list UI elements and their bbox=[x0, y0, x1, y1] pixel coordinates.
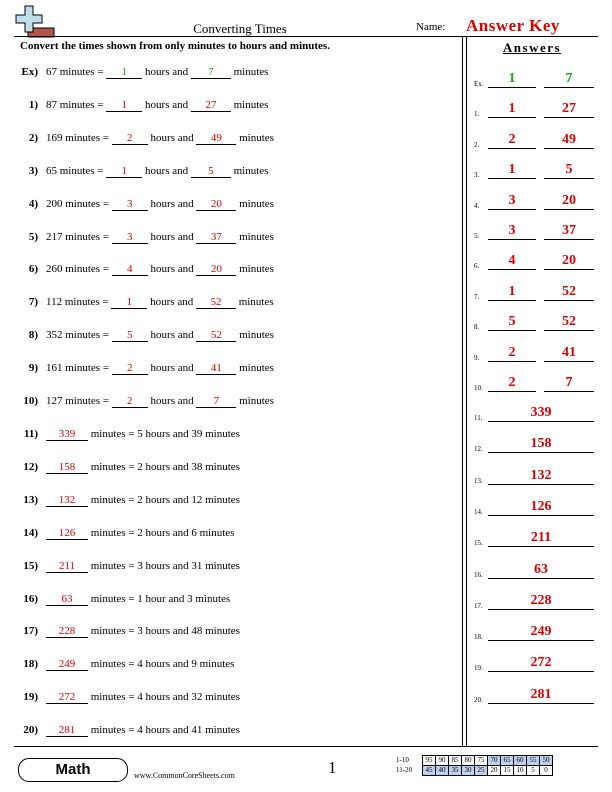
answer-row bbox=[474, 281, 598, 303]
score-cell: 40 bbox=[436, 766, 449, 776]
question-text bbox=[46, 724, 240, 737]
question-text bbox=[46, 99, 268, 112]
answer-hours: 1 bbox=[488, 284, 536, 301]
conversion-text: minutes = 4 hours and 32 minutes bbox=[90, 691, 240, 704]
answer-minutes: 52 bbox=[544, 314, 594, 331]
conversion-text: minutes = 2 hours and 12 minutes bbox=[90, 493, 240, 506]
instructions: Convert the times shown from only minutes to hours and minutes. bbox=[20, 40, 330, 52]
question-text bbox=[46, 560, 240, 573]
answer-blank[interactable]: 126 bbox=[46, 527, 88, 540]
score-cell: 50 bbox=[540, 756, 553, 766]
question-row bbox=[0, 198, 460, 214]
score-cell: 75 bbox=[475, 756, 488, 766]
minutes-value: 169 bbox=[46, 131, 63, 144]
score-cell: 35 bbox=[449, 766, 462, 776]
question-row bbox=[0, 527, 460, 543]
answer-row bbox=[474, 220, 598, 242]
subject-badge: Math bbox=[18, 758, 128, 782]
answer-minutes: 27 bbox=[544, 101, 594, 118]
minutes-label: minutes bbox=[233, 98, 269, 111]
hours-and-label: hours and bbox=[150, 395, 194, 407]
question-text bbox=[46, 165, 268, 178]
question-number: 16) bbox=[23, 592, 38, 605]
answer-number: 5. bbox=[474, 232, 480, 240]
answer-row bbox=[474, 433, 598, 455]
hours-blank[interactable]: 1 bbox=[106, 165, 142, 178]
question-text bbox=[46, 461, 240, 474]
answer-row bbox=[474, 311, 598, 333]
minutes-blank[interactable]: 20 bbox=[196, 198, 236, 211]
question-text bbox=[46, 198, 274, 211]
hours-and-label: hours and bbox=[150, 131, 194, 144]
answer-row bbox=[474, 621, 598, 643]
minutes-label: minutes bbox=[233, 164, 269, 177]
answer-row bbox=[474, 250, 598, 272]
minutes-value: 127 bbox=[46, 395, 63, 407]
answer-hours: 1 bbox=[488, 162, 536, 179]
question-text bbox=[46, 527, 234, 540]
question-number: 3) bbox=[28, 164, 38, 177]
question-text bbox=[46, 593, 230, 606]
question-row bbox=[0, 593, 460, 609]
answer-row bbox=[474, 652, 598, 674]
score-cell: 0 bbox=[540, 766, 553, 776]
minutes-eq-label: minutes = bbox=[59, 98, 104, 111]
hours-blank[interactable]: 2 bbox=[112, 395, 148, 408]
minutes-value: 65 bbox=[46, 164, 57, 177]
answer-hours: 2 bbox=[488, 132, 536, 149]
score-cell: 20 bbox=[488, 766, 501, 776]
answer-minutes: 7 bbox=[544, 71, 594, 88]
answer-row bbox=[474, 684, 598, 706]
answer-total-minutes: 63 bbox=[488, 562, 594, 579]
answer-total-minutes: 339 bbox=[488, 405, 594, 422]
question-text bbox=[46, 691, 240, 704]
minutes-value: 87 bbox=[46, 98, 57, 111]
question-row bbox=[0, 296, 460, 312]
answer-row bbox=[474, 559, 598, 581]
minutes-eq-label: minutes = bbox=[65, 131, 110, 144]
question-row bbox=[0, 132, 460, 148]
answer-number: 6. bbox=[474, 262, 480, 271]
answer-row bbox=[474, 465, 598, 487]
question-number: 2) bbox=[28, 131, 38, 144]
answer-number: 13. bbox=[474, 476, 483, 485]
score-cell: 45 bbox=[423, 766, 436, 776]
question-text bbox=[46, 132, 274, 145]
question-number: 12) bbox=[23, 460, 38, 473]
answer-hours: 3 bbox=[488, 193, 536, 210]
hours-and-label: hours and bbox=[145, 98, 189, 111]
answer-minutes: 20 bbox=[544, 193, 594, 210]
hours-and-label: hours and bbox=[150, 263, 194, 276]
question-number: 1) bbox=[28, 98, 38, 111]
minutes-blank[interactable]: 7 bbox=[196, 395, 236, 408]
question-row bbox=[0, 99, 460, 115]
answer-number: 3. bbox=[474, 171, 480, 180]
minutes-eq-label: minutes = bbox=[59, 66, 104, 78]
answer-blank[interactable]: 272 bbox=[46, 691, 88, 704]
score-cell: 25 bbox=[475, 766, 488, 776]
column-divider-inner bbox=[466, 36, 467, 746]
answer-total-minutes: 272 bbox=[488, 655, 594, 672]
question-number: 20) bbox=[23, 724, 38, 737]
answer-blank[interactable]: 63 bbox=[46, 593, 88, 606]
name-line bbox=[462, 36, 598, 37]
answer-total-minutes: 228 bbox=[488, 593, 594, 610]
question-number: 9) bbox=[28, 362, 38, 375]
minutes-eq-label: minutes = bbox=[65, 329, 110, 342]
answer-number: 2. bbox=[474, 140, 480, 149]
minutes-label: minutes bbox=[239, 263, 274, 276]
answer-minutes: 5 bbox=[544, 162, 594, 179]
answer-number: 10. bbox=[474, 384, 483, 392]
answer-number: 19. bbox=[474, 664, 483, 673]
conversion-text: minutes = 2 hours and 6 minutes bbox=[90, 526, 235, 539]
answer-minutes: 49 bbox=[544, 132, 594, 149]
answer-number: 1. bbox=[474, 110, 480, 119]
minutes-value: 161 bbox=[46, 362, 63, 375]
answer-minutes: 20 bbox=[544, 253, 594, 270]
hours-blank[interactable]: 1 bbox=[111, 296, 147, 309]
answer-number: 4. bbox=[474, 201, 480, 210]
hours-blank[interactable]: 1 bbox=[106, 66, 142, 79]
answer-number: 7. bbox=[474, 292, 480, 301]
answer-key-label: Answer Key bbox=[466, 16, 560, 35]
hours-and-label: hours and bbox=[150, 197, 194, 210]
minutes-eq-label: minutes = bbox=[64, 296, 109, 309]
question-text bbox=[46, 329, 274, 342]
answer-hours: 2 bbox=[488, 345, 536, 362]
answer-hours: 1 bbox=[488, 101, 536, 118]
answer-row bbox=[474, 129, 598, 151]
score-cell: 5 bbox=[527, 766, 540, 776]
minutes-label: minutes bbox=[239, 329, 274, 342]
score-cell: 90 bbox=[436, 756, 449, 766]
question-row bbox=[0, 658, 460, 674]
answer-minutes: 7 bbox=[544, 375, 594, 392]
minutes-eq-label: minutes = bbox=[65, 197, 110, 210]
answer-blank[interactable]: 132 bbox=[46, 494, 88, 507]
minutes-label: minutes bbox=[239, 197, 274, 210]
answer-number: 9. bbox=[474, 353, 480, 362]
question-row bbox=[0, 625, 460, 641]
question-row bbox=[0, 494, 460, 510]
answer-row bbox=[474, 496, 598, 518]
answer-row bbox=[474, 98, 598, 120]
question-text bbox=[46, 494, 240, 507]
score-row bbox=[396, 756, 553, 766]
hours-blank[interactable]: 3 bbox=[112, 231, 148, 244]
question-number: 6) bbox=[28, 263, 38, 276]
question-number: 8) bbox=[28, 329, 38, 342]
question-text bbox=[46, 428, 240, 441]
minutes-eq-label: minutes = bbox=[65, 230, 110, 243]
conversion-text: minutes = 2 hours and 38 minutes bbox=[90, 460, 240, 473]
answer-number: 20. bbox=[474, 695, 483, 704]
answer-hours: 2 bbox=[488, 375, 536, 392]
answer-blank[interactable]: 281 bbox=[46, 724, 88, 737]
answer-row bbox=[474, 527, 598, 549]
conversion-text: minutes = 1 hour and 3 minutes bbox=[90, 592, 231, 605]
hours-and-label: hours and bbox=[150, 230, 194, 243]
score-cell: 55 bbox=[527, 756, 540, 766]
answer-number: 12. bbox=[474, 445, 483, 454]
page-title: Converting Times bbox=[193, 21, 287, 36]
answer-blank[interactable]: 158 bbox=[46, 461, 88, 474]
question-text bbox=[46, 362, 274, 375]
score-range-label: 11-20 bbox=[396, 766, 413, 774]
answer-number: 8. bbox=[474, 323, 480, 332]
question-number: 10) bbox=[23, 395, 38, 407]
question-row bbox=[0, 263, 460, 279]
score-cell: 30 bbox=[462, 766, 475, 776]
answer-row bbox=[474, 372, 598, 394]
question-text bbox=[46, 395, 274, 408]
conversion-text: minutes = 4 hours and 41 minutes bbox=[90, 724, 240, 737]
answer-minutes: 37 bbox=[544, 223, 594, 240]
minutes-eq-label: minutes = bbox=[65, 362, 110, 375]
minutes-label: minutes bbox=[233, 66, 269, 78]
answer-hours: 1 bbox=[488, 71, 536, 88]
minutes-eq-label: minutes = bbox=[59, 164, 104, 177]
answer-number: Ex. bbox=[474, 80, 484, 88]
answer-blank[interactable]: 228 bbox=[46, 625, 88, 638]
answer-row bbox=[474, 159, 598, 181]
question-number: 14) bbox=[23, 526, 38, 539]
question-number: 5) bbox=[28, 230, 38, 243]
score-cell: 85 bbox=[449, 756, 462, 766]
question-text bbox=[46, 231, 274, 244]
conversion-text: minutes = 4 hours and 9 minutes bbox=[90, 658, 235, 671]
conversion-text: minutes = 3 hours and 48 minutes bbox=[90, 625, 240, 638]
answer-minutes: 41 bbox=[544, 345, 594, 362]
score-cell: 65 bbox=[501, 756, 514, 766]
answer-total-minutes: 211 bbox=[488, 530, 594, 547]
conversion-text: minutes = 3 hours and 31 minutes bbox=[90, 559, 240, 572]
question-text bbox=[46, 296, 274, 309]
header-divider bbox=[14, 36, 462, 37]
answer-total-minutes: 281 bbox=[488, 687, 594, 704]
answer-number: 17. bbox=[474, 601, 483, 610]
score-range-label: 1-10 bbox=[396, 756, 409, 764]
name-label: Name: bbox=[416, 21, 446, 33]
answer-number: 15. bbox=[474, 539, 483, 548]
hours-blank[interactable]: 5 bbox=[112, 329, 148, 342]
score-row bbox=[396, 766, 553, 776]
minutes-label: minutes bbox=[239, 131, 274, 144]
minutes-blank[interactable]: 52 bbox=[196, 329, 236, 342]
question-row bbox=[0, 428, 460, 444]
answer-row bbox=[474, 68, 598, 90]
answer-number: 16. bbox=[474, 570, 483, 579]
minutes-value: 217 bbox=[46, 230, 63, 243]
minutes-label: minutes bbox=[239, 395, 274, 407]
minutes-eq-label: minutes = bbox=[65, 395, 110, 407]
answers-title: Answers bbox=[502, 40, 562, 55]
website-link[interactable]: www.CommonCoreSheets.com bbox=[134, 771, 235, 780]
answer-blank[interactable]: 339 bbox=[46, 428, 88, 441]
minutes-eq-label: minutes = bbox=[65, 263, 110, 276]
score-cell: 60 bbox=[514, 756, 527, 766]
score-cell: 80 bbox=[462, 756, 475, 766]
minutes-blank[interactable]: 37 bbox=[196, 231, 236, 244]
question-row bbox=[0, 395, 460, 411]
question-row bbox=[0, 165, 460, 181]
hours-blank[interactable]: 4 bbox=[112, 263, 148, 276]
column-divider bbox=[462, 36, 463, 746]
answer-total-minutes: 126 bbox=[488, 499, 594, 516]
question-text bbox=[46, 263, 274, 276]
minutes-blank[interactable]: 20 bbox=[196, 263, 236, 276]
answer-number: 14. bbox=[474, 507, 483, 516]
question-number: 11) bbox=[23, 428, 38, 440]
question-row bbox=[0, 691, 460, 707]
answer-row bbox=[474, 402, 598, 424]
question-row bbox=[0, 461, 460, 477]
answer-blank[interactable]: 249 bbox=[46, 658, 88, 671]
minutes-blank[interactable]: 52 bbox=[196, 296, 236, 309]
question-row bbox=[0, 231, 460, 247]
answer-row bbox=[474, 190, 598, 212]
question-row bbox=[0, 66, 460, 82]
hours-and-label: hours and bbox=[150, 296, 194, 309]
answer-hours: 3 bbox=[488, 223, 536, 240]
question-text bbox=[46, 658, 234, 671]
question-number: Ex) bbox=[21, 66, 38, 78]
hours-blank[interactable]: 1 bbox=[106, 99, 142, 112]
question-text bbox=[46, 625, 240, 638]
question-row bbox=[0, 724, 460, 740]
answer-minutes: 52 bbox=[544, 284, 594, 301]
answer-total-minutes: 249 bbox=[488, 624, 594, 641]
answer-number: 18. bbox=[474, 633, 483, 642]
question-number: 7) bbox=[28, 296, 38, 309]
page-number: 1 bbox=[328, 758, 337, 777]
answer-number: 11. bbox=[474, 414, 483, 422]
hours-and-label: hours and bbox=[150, 362, 194, 375]
minutes-blank[interactable]: 7 bbox=[191, 66, 231, 79]
minutes-value: 352 bbox=[46, 329, 63, 342]
minutes-label: minutes bbox=[238, 296, 274, 309]
hours-and-label: hours and bbox=[145, 66, 189, 78]
footer-divider bbox=[14, 746, 598, 747]
conversion-text: minutes = 5 hours and 39 minutes bbox=[90, 428, 240, 440]
question-number: 17) bbox=[23, 625, 38, 638]
question-number: 18) bbox=[23, 658, 38, 671]
answer-hours: 5 bbox=[488, 314, 536, 331]
minutes-value: 260 bbox=[46, 263, 63, 276]
question-number: 19) bbox=[23, 691, 38, 704]
hours-blank[interactable]: 2 bbox=[112, 132, 148, 145]
hours-blank[interactable]: 2 bbox=[112, 362, 148, 375]
score-table bbox=[396, 755, 553, 776]
minutes-blank[interactable]: 27 bbox=[191, 99, 231, 112]
question-number: 15) bbox=[23, 559, 38, 572]
score-cell: 70 bbox=[488, 756, 501, 766]
answer-row bbox=[474, 590, 598, 612]
hours-and-label: hours and bbox=[145, 164, 189, 177]
minutes-value: 112 bbox=[46, 296, 63, 309]
score-cell: 95 bbox=[423, 756, 436, 766]
question-number: 4) bbox=[28, 197, 38, 210]
minutes-blank[interactable]: 49 bbox=[196, 132, 236, 145]
answer-hours: 4 bbox=[488, 253, 536, 270]
answer-total-minutes: 158 bbox=[488, 436, 594, 453]
minutes-blank[interactable]: 41 bbox=[196, 362, 236, 375]
minutes-blank[interactable]: 5 bbox=[191, 165, 231, 178]
question-row bbox=[0, 362, 460, 378]
question-row bbox=[0, 560, 460, 576]
minutes-value: 200 bbox=[46, 197, 63, 210]
score-cell: 10 bbox=[514, 766, 527, 776]
answer-total-minutes: 132 bbox=[488, 468, 594, 485]
minutes-value: 67 bbox=[46, 66, 57, 78]
hours-blank[interactable]: 3 bbox=[112, 198, 148, 211]
answer-row bbox=[474, 342, 598, 364]
minutes-label: minutes bbox=[239, 230, 274, 243]
minutes-label: minutes bbox=[239, 362, 274, 375]
question-number: 13) bbox=[23, 493, 38, 506]
hours-and-label: hours and bbox=[150, 329, 194, 342]
question-text bbox=[46, 66, 268, 79]
answer-blank[interactable]: 211 bbox=[46, 560, 88, 573]
score-cell: 15 bbox=[501, 766, 514, 776]
question-row bbox=[0, 329, 460, 345]
